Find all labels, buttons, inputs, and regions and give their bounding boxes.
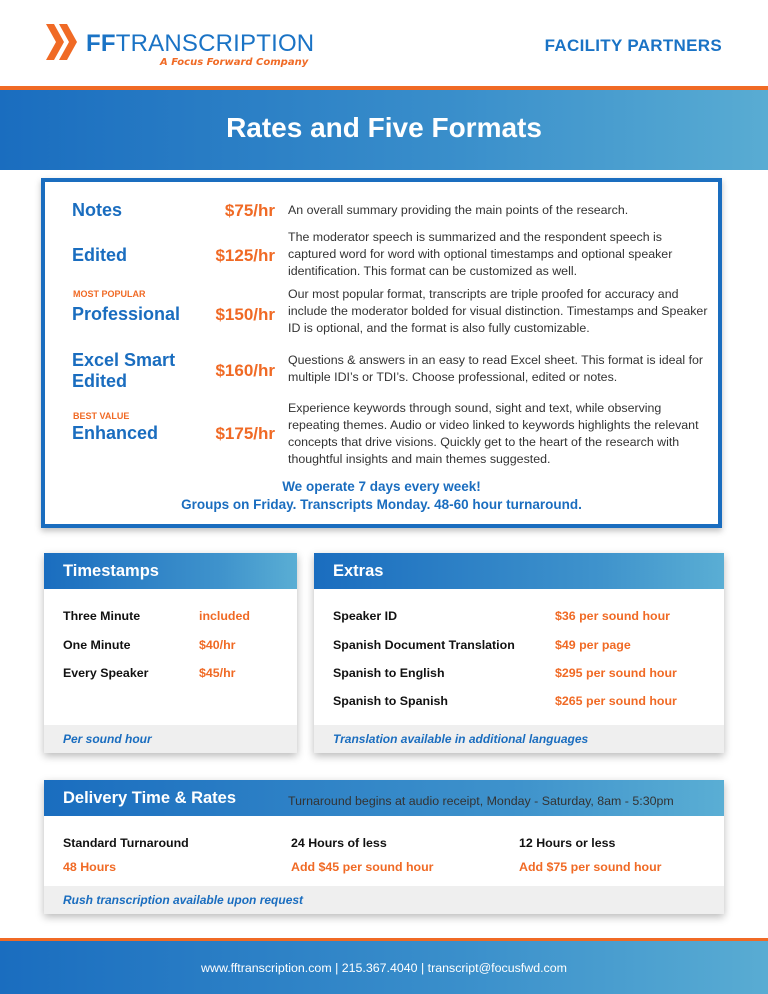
extra-label: Speaker ID	[333, 609, 398, 623]
timestamps-footer	[44, 725, 297, 753]
timestamp-label: Three Minute	[63, 609, 141, 623]
format-price: $125/hr	[215, 246, 275, 265]
company-logo	[46, 22, 315, 72]
logo-wordmark	[86, 30, 314, 58]
format-price: $160/hr	[215, 361, 275, 380]
operate-line-1: We operate 7 days every week!	[282, 479, 481, 494]
formats-box	[41, 178, 722, 528]
format-price: $75/hr	[224, 201, 275, 220]
page-footer	[0, 938, 768, 994]
format-description: An overall summary providing the main points of the research.	[288, 203, 629, 217]
extra-label: Spanish Document Translation	[333, 638, 515, 652]
logo-transcription: TRANSCRIPTION	[115, 30, 315, 57]
timestamp-value: included	[199, 609, 250, 623]
format-description: Experience keywords through sound, sight and text, while observing repeating themes. Audio or video linked to keywords highlights the relevant concepts that drive visions. Quickly get to the heart of the research with thoughtful insights and main themes suggested.	[288, 401, 699, 466]
format-description: Our most popular format, transcripts are triple proofed for accuracy and include the moderator bolded for visual distinction. Timestamps and Speaker ID is optional, and the format is also fully customizable.	[288, 287, 708, 335]
section-label: FACILITY PARTNERS	[544, 36, 722, 55]
logo-ff: FF	[86, 30, 116, 57]
timestamp-label: Every Speaker	[63, 666, 149, 680]
format-name: Notes	[72, 200, 123, 220]
delivery-footer	[44, 886, 724, 914]
extras-footer-text: Translation available in additional languages	[333, 732, 589, 746]
format-name: Enhanced	[72, 423, 159, 443]
delivery-footer-text: Rush transcription available upon request	[63, 893, 304, 907]
timestamps-footer-text: Per sound hour	[63, 732, 152, 746]
delivery-note: Turnaround begins at audio receipt, Monday - Saturday, 8am - 5:30pm	[288, 794, 674, 808]
timestamps-panel	[44, 553, 297, 753]
extra-value: $36 per sound hour	[555, 609, 670, 623]
format-name: Edited	[72, 245, 128, 265]
timestamp-value: $40/hr	[199, 638, 236, 652]
extras-title: Extras	[333, 562, 384, 580]
delivery-option-label: Standard Turnaround	[63, 836, 189, 850]
format-name: Professional	[72, 304, 181, 324]
timestamps-title: Timestamps	[63, 562, 159, 580]
extras-panel	[314, 553, 724, 753]
format-name: Excel Smart Edited	[72, 350, 176, 391]
delivery-option-value: Add $45 per sound hour	[291, 860, 434, 874]
footer-contact: www.fftranscription.com | 215.367.4040 | transcript@focusfwd.com	[201, 961, 567, 975]
delivery-option-value: Add $75 per sound hour	[519, 860, 662, 874]
extras-footer	[314, 725, 724, 753]
operate-line-2: Groups on Friday. Transcripts Monday. 48-60 hour turnaround.	[181, 497, 582, 512]
delivery-option-label: 12 Hours or less	[519, 836, 616, 850]
delivery-title: Delivery Time & Rates	[63, 789, 237, 807]
format-description: The moderator speech is summarized and the respondent speech is captured word for word with optional timestamps and optional speaker identification. This format can be customized as well.	[288, 230, 673, 278]
most-popular-badge: MOST POPULAR	[73, 289, 146, 299]
best-value-badge: BEST VALUE	[73, 411, 130, 421]
timestamps-header	[44, 553, 297, 589]
extra-value: $49 per page	[555, 638, 631, 652]
title-banner	[0, 86, 768, 170]
extra-label: Spanish to Spanish	[333, 694, 448, 708]
extra-value: $295 per sound hour	[555, 666, 677, 680]
delivery-option-value: 48 Hours	[63, 860, 117, 874]
logo-tagline: A Focus Forward Company	[160, 57, 309, 68]
format-description: Questions & answers in an easy to read Excel sheet. This format is ideal for multiple IDI’s or TDI’s. Choose professional, edited or notes.	[288, 353, 704, 384]
chevron-logo-icon	[46, 24, 80, 60]
page-title: Rates and Five Formats	[226, 112, 542, 143]
extras-header	[314, 553, 724, 589]
timestamp-label: One Minute	[63, 638, 131, 652]
format-price: $175/hr	[215, 424, 275, 443]
delivery-option-label: 24 Hours of less	[291, 836, 387, 850]
extra-label: Spanish to English	[333, 666, 445, 680]
timestamp-value: $45/hr	[199, 666, 236, 680]
format-price: $150/hr	[215, 305, 275, 324]
extra-value: $265 per sound hour	[555, 694, 677, 708]
